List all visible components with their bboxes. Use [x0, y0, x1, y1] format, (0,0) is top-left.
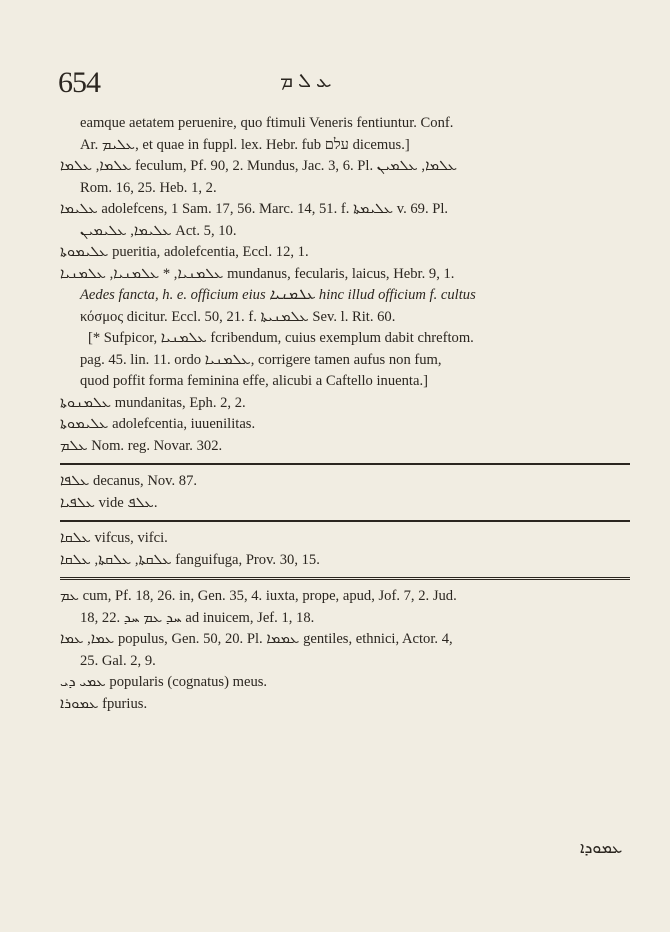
entry-line: ܥܠܩܬܐ, ܥܠܩܬܐ, ܥܠܩܐ fanguifuga, Prov. 30, 15. [60, 551, 320, 568]
entry-line: ܥܠܡ Nom. reg. Novar. 302. [60, 437, 223, 454]
entry-line: Rom. 16, 25. Heb. 1, 2. [80, 179, 217, 196]
entry-line: quod poffit forma feminina effe, alicubi a Caftello inuenta.] [80, 373, 428, 389]
entry-line: κόσμος dicitur. Eccl. 50, 21. f. ܥܠܡܢܝܬܐ Sev. l. Rit. 60. [80, 308, 396, 325]
entry-line: ܥܠܦܝܐ vide ܥܠܦ. [60, 494, 158, 511]
entry-line: ܥܠܡܢܘܬܐ mundanitas, Eph. 2, 2. [60, 394, 246, 411]
section-divider [60, 463, 630, 465]
entry-line: ܥܠܡܢܝܐ, * ܥܠܡܢܝܐ, ܥܠܡܢܝܐ mundanus, fecularis, laicus, Hebr. 9, 1. [60, 265, 455, 282]
entry-line: ܥܠܝܡܘܬܐ pueritia, adolefcentia, Eccl. 12, 1. [60, 244, 309, 260]
page-number: 654 [58, 66, 100, 99]
entry-line: Ar. ܥܠܝܡ, et quae in fuppl. lex. Hebr. fub עלם dicemus.] [80, 136, 410, 153]
entry-line: ܥܡܐ, ܥܡܐ populus, Gen. 50, 20. Pl. ܥܡܡܐ gentiles, ethnici, Actor. 4, [60, 631, 453, 647]
entry-line: ܥܡܘܪܐ fpurius. [60, 695, 148, 712]
entry-line: Aedes fancta, h. e. officium eius ܥܠܡܢܝܐ hinc illud officium f. cultus [80, 287, 476, 303]
entry-line: ܥܠܝܡܘܬܐ adolefcentia, iuuenilitas. [60, 416, 256, 432]
entry-line: ܥܠܩܐ vifcus, vifci. [60, 530, 168, 546]
entry-line: ܥܠܡܐ, ܥܠܡܐ feculum, Pf. 90, 2. Mundus, Jac. 3, 6. Pl. ܥܠܡܐ, ܥܠܡܝܢ [60, 158, 458, 174]
entry-line: ܥܠܝܡܐ adolefcens, 1 Sam. 17, 56. Marc. 14, 51. f. ܥܠܝܡܬܐ v. 69. Pl. [60, 201, 449, 217]
entry-line: ܥܠܝܡܐ, ܥܠܝܡܝܢ Act. 5, 10. [80, 222, 237, 239]
entry-line: pag. 45. lin. 11. ordo ܥܠܡܢܝܐ, corrigere tamen aufus non fum, [80, 351, 442, 368]
entry-line: 25. Gal. 2, 9. [80, 652, 156, 669]
page-header [0, 58, 670, 102]
entry-line: eamque aetatem peruenire, quo ftimuli Veneris fentiuntur. Conf. [80, 115, 454, 131]
running-head: ܥ ܠ ܡ [280, 70, 332, 92]
entry-line: 18, 22. ܚܕ ܥܡ ܚܕ ad inuicem, Jef. 1, 18. [80, 609, 315, 626]
entry-line: ܥܡ cum, Pf. 18, 26. in, Gen. 35, 4. iuxta, prope, apud, Jof. 7, 2. Jud. [60, 588, 457, 604]
entry-line: [* Sufpicor, ܥܠܡܢܝܐ fcribendum, cuius exemplum dabit chreftom. [88, 330, 474, 346]
section-divider [60, 520, 630, 522]
entry-line: ܥܡܝ ܕܝ popularis (cognatus) meus. [60, 674, 268, 690]
catchword: ܥܡܘܕܐ [580, 840, 623, 857]
entry-line: ܥܠܦܐ decanus, Nov. 87. [60, 473, 198, 489]
dictionary-body [60, 113, 620, 715]
section-divider [60, 577, 630, 580]
